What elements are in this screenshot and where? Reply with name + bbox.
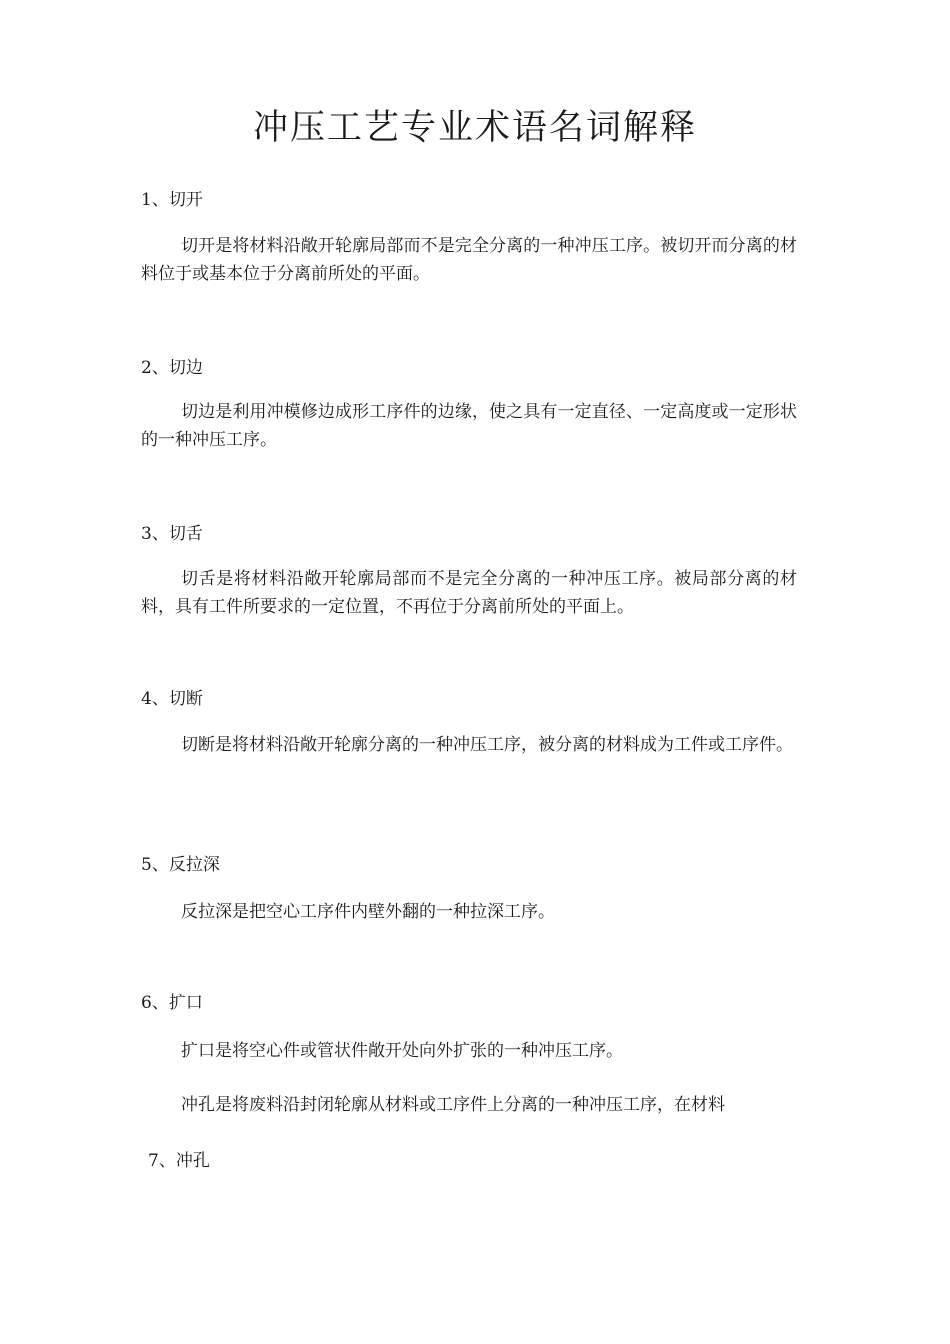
section-body-1: 切开是将材料沿敞开轮廓局部而不是完全分离的一种冲压工序。被切开而分离的材料位于或基本位于分离前所处的平面。: [141, 236, 797, 284]
section-body-6: 扩口是将空心件或管状件敞开处向外扩张的一种冲压工序。: [181, 1041, 623, 1061]
section-heading-5: 5、反拉深: [141, 855, 220, 875]
section-body-3: 切舌是将材料沿敞开轮廓局部而不是完全分离的一种冲压工序。被局部分离的材料，具有工件所要求的一定位置，不再位于分离前所处的平面上。: [141, 569, 797, 617]
section-heading-6: 6、扩口: [141, 993, 203, 1013]
document-title: 冲压工艺专业术语名词解释: [252, 108, 697, 148]
section-heading-4: 4、切断: [141, 689, 203, 709]
section-body-7: 冲孔是将废料沿封闭轮廓从材料或工序件上分离的一种冲压工序，在材料: [181, 1095, 725, 1115]
section-heading-2: 2、切边: [141, 358, 203, 378]
section-body-4: 切断是将材料沿敞开轮廓分离的一种冲压工序，被分离的材料成为工件或工序件。: [181, 735, 793, 755]
section-body-5: 反拉深是把空心工序件内壁外翻的一种拉深工序。: [181, 902, 555, 922]
section-body-2: 切边是利用冲模修边成形工序件的边缘，使之具有一定直径、一定高度或一定形状的一种冲压工序。: [141, 402, 797, 450]
section-heading-3: 3、切舌: [141, 524, 203, 544]
section-heading-1: 1、切开: [141, 190, 203, 210]
section-heading-7: 7、冲孔: [148, 1151, 210, 1171]
